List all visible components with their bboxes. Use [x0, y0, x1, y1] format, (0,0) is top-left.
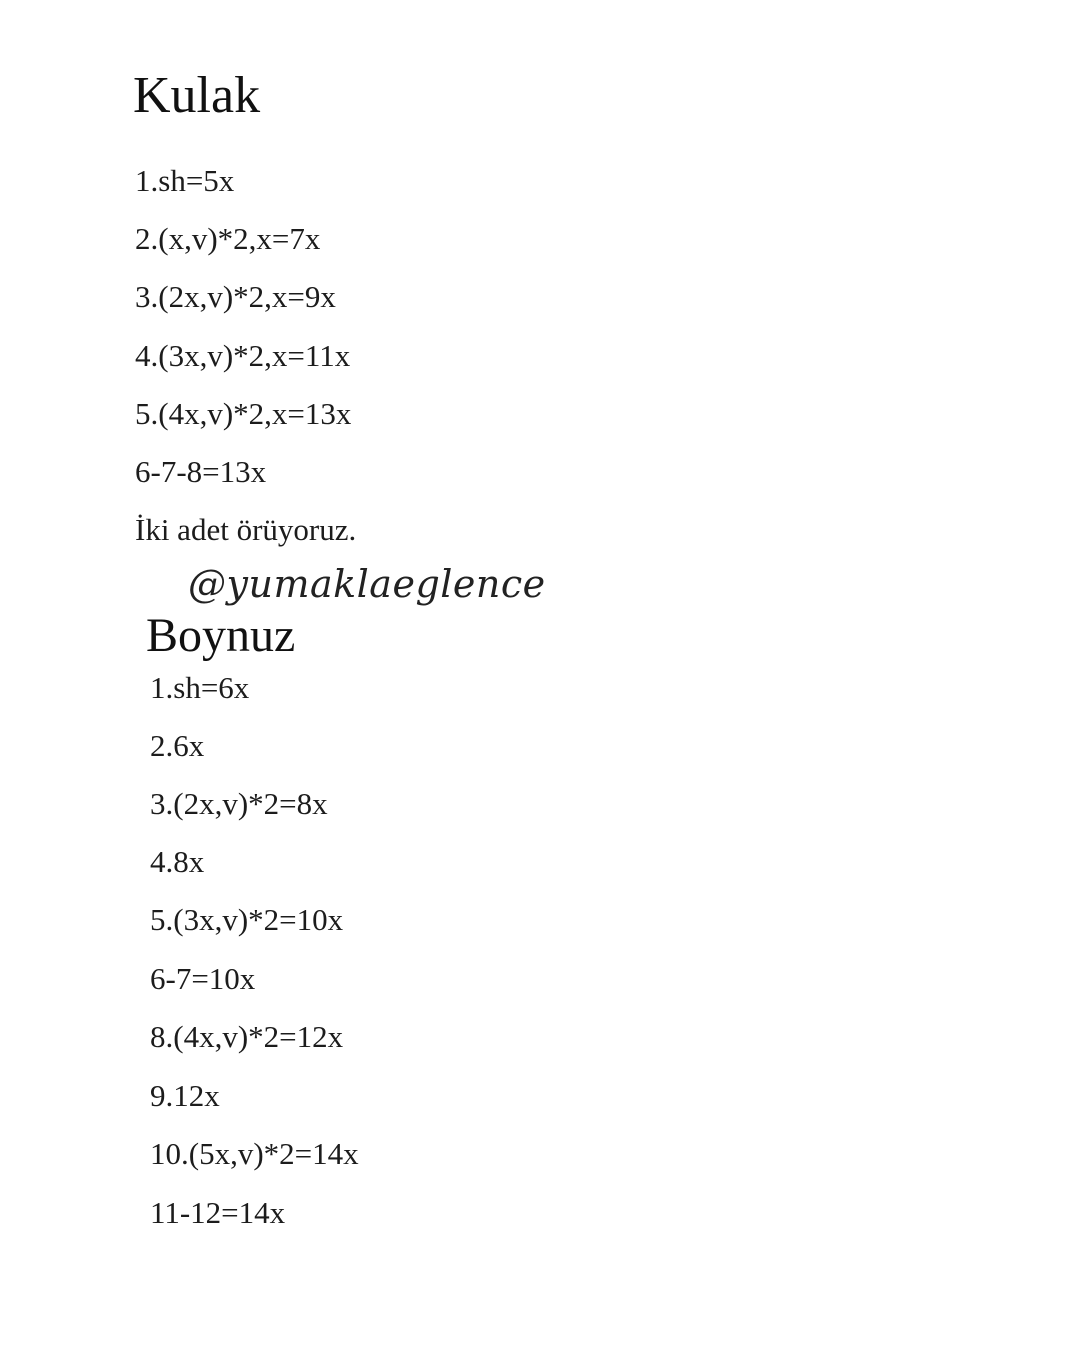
instagram-handle-watermark: @yumaklaeglence: [188, 562, 546, 606]
boynuz-row-7: 8.(4x,v)*2=12x: [150, 1019, 344, 1054]
boynuz-heading: Boynuz: [146, 609, 296, 662]
kulak-row-2: 2.(x,v)*2,x=7x: [135, 221, 321, 256]
kulak-heading: Kulak: [133, 67, 261, 124]
boynuz-row-9: 10.(5x,v)*2=14x: [150, 1136, 359, 1171]
kulak-row-6: 6-7-8=13x: [135, 454, 267, 489]
boynuz-row-10: 11-12=14x: [150, 1195, 286, 1230]
boynuz-row-8: 9.12x: [150, 1078, 220, 1113]
kulak-row-5: 5.(4x,v)*2,x=13x: [135, 396, 352, 431]
kulak-row-4: 4.(3x,v)*2,x=11x: [135, 338, 351, 373]
boynuz-row-5: 5.(3x,v)*2=10x: [150, 902, 344, 937]
boynuz-row-4: 4.8x: [150, 844, 205, 879]
boynuz-row-6: 6-7=10x: [150, 961, 256, 996]
kulak-note: İki adet örüyoruz.: [135, 512, 357, 547]
kulak-row-1: 1.sh=5x: [135, 163, 235, 198]
kulak-row-3: 3.(2x,v)*2,x=9x: [135, 279, 336, 314]
boynuz-row-1: 1.sh=6x: [150, 670, 250, 705]
boynuz-row-3: 3.(2x,v)*2=8x: [150, 786, 328, 821]
boynuz-row-2: 2.6x: [150, 728, 205, 763]
